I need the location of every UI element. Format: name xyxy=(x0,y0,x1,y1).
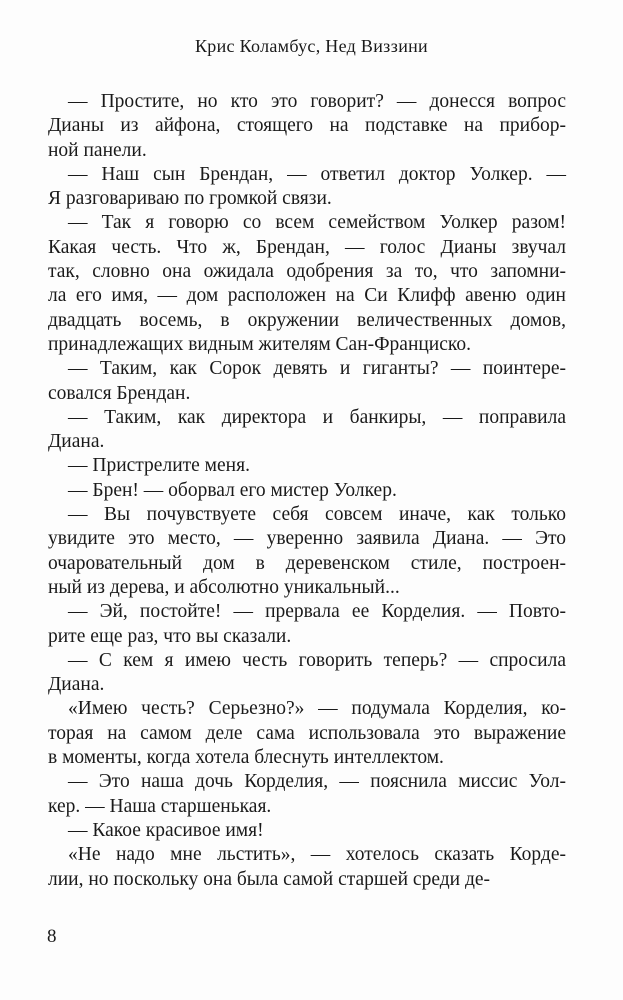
text-line: совался Брендан. xyxy=(48,382,191,404)
text-line: торая на самом деле сама использовала это выражение xyxy=(48,722,566,744)
text-line: — Таким, как Сорок девять и гиганты? — поинтере- xyxy=(68,358,566,380)
text-line: Дианы из айфона, стоящего на подставке на прибор- xyxy=(48,115,566,137)
text-line: — Простите, но кто это говорит? — донесся вопрос xyxy=(68,91,566,112)
text-line: — Какое красивое имя! xyxy=(68,819,264,841)
text-line: — Брен! — оборвал его мистер Уолкер. xyxy=(68,479,397,501)
text-line: — Пристрелите меня. xyxy=(68,455,250,477)
body-text xyxy=(48,90,566,892)
text-line: — Наш сын Брендан, — ответил доктор Уолкер. — xyxy=(68,163,566,185)
text-line: увидите это место, — уверенно заявила Диана. — Это xyxy=(48,528,566,550)
text-line: кер. — Наша старшенькая. xyxy=(48,795,272,817)
text-line: Какая честь. Что ж, Брендан, — голос Дианы звучал xyxy=(48,236,566,258)
text-line: Я разговариваю по громкой связи. xyxy=(48,188,332,210)
text-line: — С кем я имею честь говорить теперь? — спросила xyxy=(68,649,566,671)
text-line: ный из дерева, и абсолютно уникальный... xyxy=(48,576,400,598)
text-line: очаровательный дом в деревенском стиле, построен- xyxy=(48,552,566,574)
text-line: рите еще раз, что вы сказали. xyxy=(48,625,292,647)
text-line: двадцать восемь, в окружении величественных домов, xyxy=(48,309,566,331)
text-line: — Так я говорю со всем семейством Уолкер разом! xyxy=(68,212,566,234)
text-line: «Имею честь? Серьезно?» — подумала Корделия, ко- xyxy=(68,698,566,720)
text-line: лии, но поскольку она была самой старшей среди де- xyxy=(48,868,491,890)
text-line: ной панели. xyxy=(48,139,147,161)
text-line: Диана. xyxy=(48,674,105,696)
text-line: Диана. xyxy=(48,431,105,453)
text-line: в моменты, когда хотела блеснуть интеллектом. xyxy=(48,747,444,769)
text-line: — Эй, постойте! — прервала ее Корделия. — Повто- xyxy=(68,601,566,623)
text-line: ла его имя, — дом расположен на Си Клифф авеню один xyxy=(48,285,566,307)
text-line: принадлежащих видным жителям Сан-Франциско. xyxy=(48,333,472,355)
page-number: 8 xyxy=(47,926,57,947)
text-line: — Это наша дочь Корделия, — пояснила миссис Уол- xyxy=(68,771,566,793)
text-line: «Не надо мне льстить», — хотелось сказать Корде- xyxy=(68,844,566,866)
text-line: так, словно она ожидала одобрения за то, что запомни- xyxy=(48,261,566,283)
text-line: — Вы почувствуете себя совсем иначе, как только xyxy=(68,504,566,526)
running-header: Крис Коламбус, Нед Виззини xyxy=(194,36,428,56)
text-line: — Таким, как директора и банкиры, — поправила xyxy=(68,406,566,428)
